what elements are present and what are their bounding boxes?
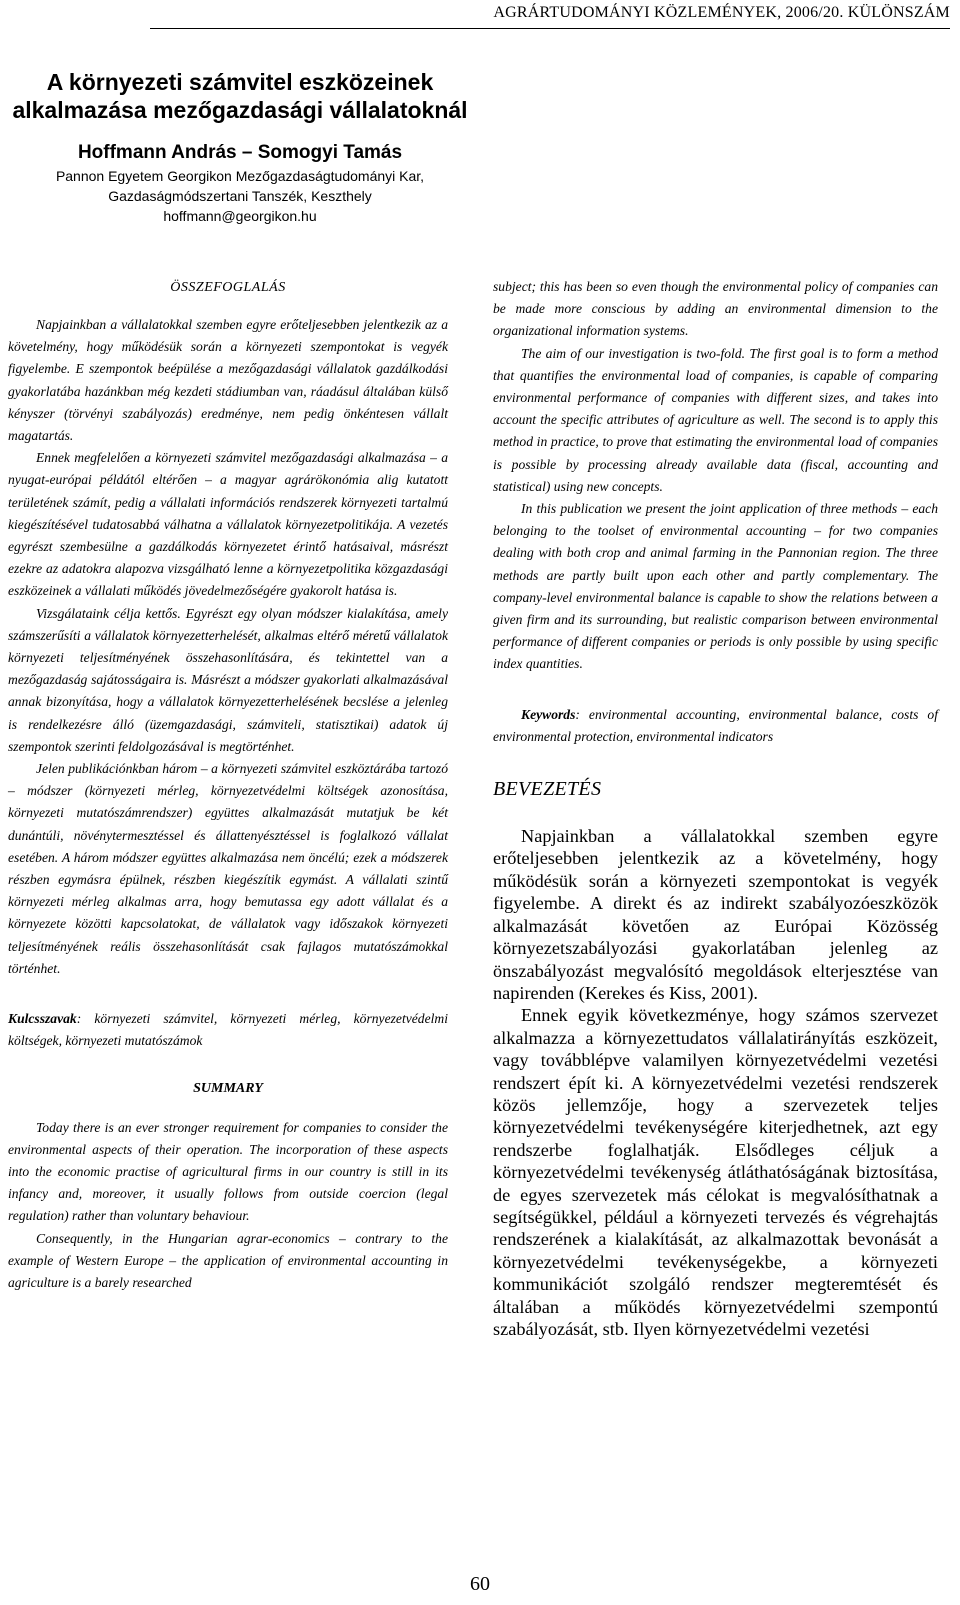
title-line-2: alkalmazása mezőgazdasági vállalatoknál	[12, 97, 468, 123]
intro-heading: BEVEZETÉS	[493, 778, 602, 801]
keywords-hu-text: : környezeti számvitel, környezeti mérleg, környezetvédelmi költségek, környezeti mutatószámok	[8, 1011, 448, 1049]
author-email: hoffmann@georgikon.hu	[163, 208, 317, 224]
abstract-paragraph-2: Ennek megfelelően a környezeti számvitel mezőgazdasági alkalmazása – a nyugat-európai példától eltérően – a magyar agrárökonómia alig kutatott területének számít, pedig a vállalati információs rendszerek környezeti tartalmú kiegészítésével tudatosabbá válhatna a vállalatok környezetpolitikája. A vezetés egyrészt szembesülne a gazdálkodás környezetet érintő hatásaival, másrészt ezekre az adatokra alapozva vizsgálható lenne a környezetpolitika közgazdasági eszközeinek a vállalati működés jövedelmezőségére gyakorolt hatása is.	[8, 450, 448, 599]
summary-heading: SUMMARY	[193, 1080, 263, 1096]
summary-paragraph-2-end: subject; this has been so even though the environmental policy of companies can be made more conscious by adding an environmental dimension to the organizational information systems.	[493, 279, 938, 339]
keywords-en-label: Keywords	[521, 706, 576, 722]
affiliation-line-1: Pannon Egyetem Georgikon Mezőgazdaságtudományi Kar,	[55, 168, 425, 184]
keywords-hu-label: Kulcsszavak	[8, 1011, 77, 1027]
intro-paragraph-2: Ennek egyik következménye, hogy számos szervezet alkalmazza a környezettudatos vállalatirányítás eszközeit, vagy továbblépve valamilyen környezetvédelmi vezetési rendszert épít ki. A környezetvédelmi vezetési rendszerek közös jellemzője, hogy a szervezetek teljes környezetvédelmi tevékenységére kiterjedhetnek, azt egy rendszerbe foglalhatják. Elsődleges céljuk a környezetvédelmi tevékenység átláthatóságának biztosítása, de egyes szervezetek más célokat is megvalósíthatnak a segítségükkel, például a környezeti tervezés és végrehajtás rendszerének a kialakítását, az alkalmazottak bevonását a környezetvédelmi tevékenységekbe, a környezeti kommunikációt szolgáló rendszer megteremtését és általában a működés környezetvédelmi szempontú szabályozását, stb. Ilyen környezetvédelmi vezetési	[493, 1005, 938, 1339]
abstract-paragraph-4: Jelen publikációnkban három – a környezeti számvitel eszköztárába tartozó – módszer (környezeti mérleg, környezetvédelmi költségek azonosítása, környezeti mutatószámrendszer) együttes alkalmazását mutatjuk be két dunántúli, növénytermesztéssel és állattenyésztéssel is foglalkozó vállalat esetében. A három módszer együttes alkalmazása nem öncélú; ezek a módszerek részben egymásra épülnek, részben kiegészítik egymást. A vállalati szintű környezeti mérleg alkalmas arra, hogy bemutassa egy adott vállalat és a környezete közötti kapcsolatokat, de vállalatok vagy időszakok környezeti teljesítményének reális összehasonlítását csak fajlagos mutatószámokkal történhet.	[8, 761, 448, 976]
summary-paragraph-1: Today there is an ever stronger requirement for companies to consider the environmental aspects of their operation. The incorporation of these aspects into the economic practise of agricultural firms in our country is still in its infancy and, moreover, it usually follows from outside coercion (legal regulation) rather than voluntary behaviour.	[8, 1119, 448, 1224]
summary-paragraph-4: In this publication we present the joint application of three methods – each belonging to the toolset of environmental accounting – for two companies dealing with both crop and animal farming in the Pannonian region. The three methods are partly built upon each other and partly complementary. The company-level environmental balance is capable to show the relations between a given firm and its surrounding, but realistic comparison between environmental performance of different companies or periods is only possible by using specific index quantities.	[493, 501, 938, 672]
abstract-paragraph-1: Napjainkban a vállalatokkal szemben egyre erőteljesebben jelentkezik az a követelmény, hogy működésük során a környezeti szempontokat is vegyék figyelembe. E szempontok beépülése a mezőgazdasági vállalatok gazdálkodási gyakorlatába hazánkban még kezdeti stádiumban van, ráadásul általában külső kényszer (törvényi szabályozás) eredménye, nem pedig önkéntesen vállalt magatartás.	[8, 317, 448, 444]
summary-paragraph-2-start: Consequently, in the Hungarian agrar-economics – contrary to the example of Western Europe – the application of environmental accounting in agriculture is a barely researched	[8, 1230, 448, 1290]
page-number: 60	[470, 1573, 490, 1595]
keywords-en	[493, 704, 938, 748]
running-header	[150, 2, 950, 29]
journal-title: AGRÁRTUDOMÁNYI KÖZLEMÉNYEK, 2006/20. KÜLÖNSZÁM	[493, 4, 950, 21]
keywords-hu	[8, 1008, 448, 1052]
intro-paragraph-1: Napjainkban a vállalatokkal szemben egyre erőteljesebben jelentkezik az a követelmény, hogy működésük során a környezeti szempontokat is vegyék figyelembe. A direkt és az indirekt szabályozóeszközök alkalmazását követően az Európai Közösség környezetszabályozási gyakorlatában jelenleg az önszabályozást megvalósító megoldások elterjesztése van napirenden (Kerekes és Kiss, 2001).	[493, 826, 938, 1003]
authors: Hoffmann András – Somogyi Tamás	[77, 142, 403, 163]
affiliation	[0, 166, 480, 226]
abstract-heading: ÖSSZEFOGLALÁS	[170, 280, 286, 295]
paper-title	[0, 68, 480, 124]
left-column	[8, 280, 448, 1294]
right-column	[493, 276, 938, 1340]
keywords-en-text: : environmental accounting, environmental balance, costs of environmental protection, environmental indicators	[493, 706, 938, 744]
abstract-paragraph-3: Vizsgálataink célja kettős. Egyrészt egy olyan módszer kialakítása, amely számszerűsíti a vállalatok környezetterhelését, alkalmas eltérő méretű vállalatok környezeti teljesítményének összehasonlítására, és tekintettel van a mezőgazdaság sajátosságaira is. Másrészt a módszer gyakorlati alkalmazásával annak bizonyítása, hogy a vállalatok környezetterhelésének becslése a jelenleg is rendelkezésre álló (üzemgazdasági, számviteli, statisztikai) adatok új szempontok szerinti feldolgozásával is megtörténhet.	[8, 605, 448, 754]
title-line-1: A környezeti számvitel eszközeinek	[46, 69, 434, 95]
affiliation-line-2: Gazdaságmódszertani Tanszék, Keszthely	[108, 188, 372, 204]
summary-paragraph-3: The aim of our investigation is two-fold. The first goal is to form a method that quantifies the environmental load of companies, is capable of comparing environmental performance of companies with different sizes, and takes into account the specific attributes of agriculture as well. The second is to apply this method in practice, to prove that estimating the environmental load of companies is possible by processing already available data (fiscal, accounting and statistical) using new concepts.	[493, 345, 938, 494]
